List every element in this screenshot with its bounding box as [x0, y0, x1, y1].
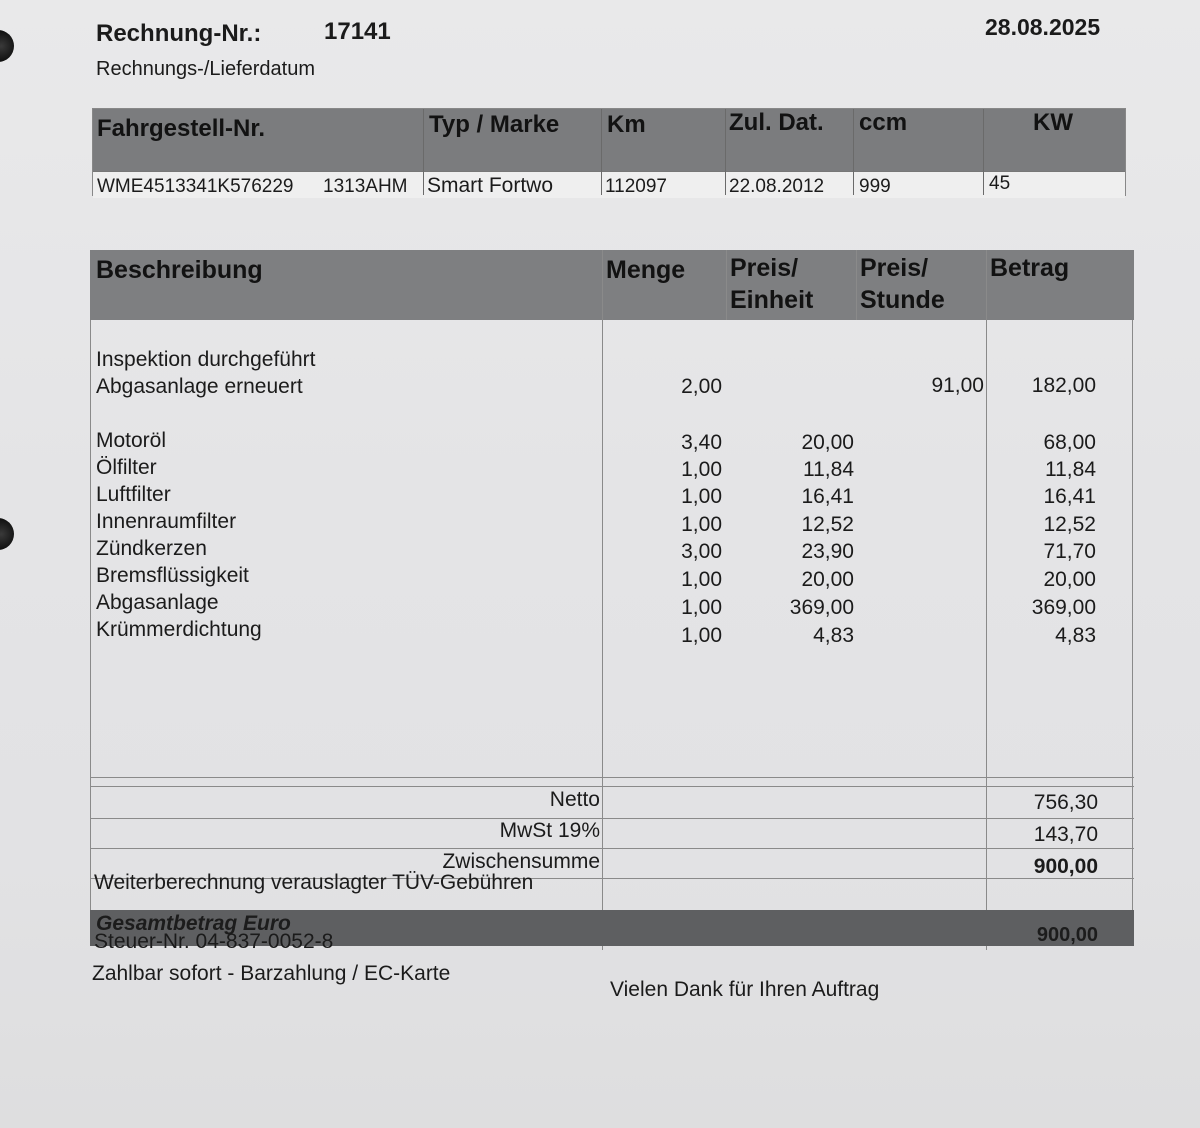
part-quantity: 1,00 [681, 513, 722, 536]
part-quantity: 1,00 [681, 485, 722, 508]
part-unit-price: 20,00 [801, 568, 854, 591]
header-registration: Zul. Dat. [729, 109, 824, 136]
vehicle-col-divider [601, 109, 602, 195]
part-unit-price: 12,52 [801, 513, 854, 536]
part-quantity: 1,00 [681, 568, 722, 591]
subtotal-label: Zwischensumme [442, 850, 600, 873]
part-amount: 4,83 [1055, 624, 1096, 647]
items-table [90, 250, 1134, 950]
vehicle-col-divider [725, 109, 726, 195]
netto-value: 756,30 [1033, 791, 1098, 814]
part-description: Motoröl [96, 429, 167, 452]
part-amount: 20,00 [1043, 568, 1096, 591]
invoice-date: 28.08.2025 [985, 14, 1101, 40]
vat-label: MwSt 19% [499, 819, 600, 842]
summary-divider [90, 777, 1134, 778]
labor-amount: 182,00 [1031, 374, 1096, 397]
header-km: Km [607, 111, 646, 138]
part-description: Innenraumfilter [96, 510, 237, 533]
labor-line-2: Abgasanlage erneuert [96, 375, 303, 398]
header-unit-price-line2: Einheit [730, 286, 814, 314]
part-quantity: 3,00 [681, 540, 722, 563]
part-unit-price: 11,84 [803, 458, 854, 481]
total-label: Gesamtbetrag Euro [96, 912, 291, 935]
summary-divider [90, 848, 1134, 849]
vehicle-table [92, 108, 1126, 196]
vat-value: 143,70 [1033, 823, 1098, 846]
thank-you-note: Vielen Dank für Ihren Auftrag [610, 978, 880, 1001]
header-hour-price-line2: Stunde [860, 286, 945, 314]
col-divider [986, 250, 987, 950]
part-description: Krümmerdichtung [96, 618, 262, 641]
part-amount: 68,00 [1043, 431, 1096, 454]
part-amount: 11,84 [1045, 458, 1096, 481]
col-divider [856, 250, 857, 320]
labor-hour-price: 91,00 [931, 374, 984, 397]
part-quantity: 1,00 [681, 458, 722, 481]
part-amount: 16,41 [1043, 485, 1096, 508]
plate-value: 1313AHM [323, 176, 408, 197]
vin-value: WME4513341K576229 [97, 176, 294, 197]
tuv-fees-label: Weiterberechnung verauslagter TÜV-Gebühren [94, 871, 534, 894]
part-description: Bremsflüssigkeit [96, 564, 249, 587]
summary-divider [90, 818, 1134, 819]
labor-quantity: 2,00 [681, 375, 722, 398]
registration-value: 22.08.2012 [729, 176, 825, 197]
header-vin: Fahrgestell-Nr. [97, 115, 266, 142]
labor-line-1: Inspektion durchgeführt [96, 348, 316, 371]
tax-number: Steuer-Nr. 04-837-0052-8 [94, 930, 334, 953]
header-quantity: Menge [606, 256, 686, 284]
invoice-number-label: Rechnung-Nr.: [96, 20, 262, 47]
invoice-number: 17141 [324, 18, 391, 45]
part-description: Zündkerzen [96, 537, 207, 560]
type-value: Smart Fortwo [427, 174, 554, 197]
header-kw: KW [1033, 109, 1073, 136]
part-quantity: 1,00 [681, 624, 722, 647]
header-hour-price-line1: Preis/ [860, 254, 929, 282]
payment-terms: Zahlbar sofort - Barzahlung / EC-Karte [92, 962, 451, 985]
punch-hole-top [0, 30, 14, 62]
total-value: 900,00 [1036, 924, 1098, 946]
invoice-date-caption: Rechnungs-/Lieferdatum [96, 58, 316, 80]
summary-divider [90, 786, 1134, 787]
header-type: Typ / Marke [429, 111, 560, 138]
km-value: 112097 [605, 176, 667, 197]
part-unit-price: 16,41 [801, 485, 854, 508]
part-description: Abgasanlage [96, 591, 219, 614]
header-unit-price-line1: Preis/ [730, 254, 799, 282]
subtotal-value: 900,00 [1033, 855, 1098, 878]
header-ccm: ccm [859, 109, 908, 136]
vehicle-col-divider [423, 109, 424, 195]
vehicle-col-divider [983, 109, 984, 195]
kw-value: 45 [989, 173, 1011, 194]
netto-label: Netto [549, 788, 600, 811]
part-quantity: 3,40 [681, 431, 722, 454]
ccm-value: 999 [859, 176, 891, 197]
header-amount: Betrag [990, 254, 1070, 282]
part-description: Ölfilter [96, 456, 157, 479]
part-quantity: 1,00 [681, 596, 722, 619]
punch-hole-middle [0, 518, 14, 550]
part-description: Luftfilter [96, 483, 171, 506]
part-unit-price: 20,00 [801, 431, 854, 454]
part-amount: 12,52 [1043, 513, 1096, 536]
part-unit-price: 23,90 [801, 540, 854, 563]
col-divider [602, 250, 603, 950]
part-amount: 369,00 [1031, 596, 1096, 619]
col-divider [726, 250, 727, 320]
vehicle-col-divider [853, 109, 854, 195]
part-unit-price: 369,00 [789, 596, 854, 619]
header-description: Beschreibung [96, 256, 263, 284]
part-unit-price: 4,83 [813, 624, 854, 647]
part-amount: 71,70 [1043, 540, 1096, 563]
